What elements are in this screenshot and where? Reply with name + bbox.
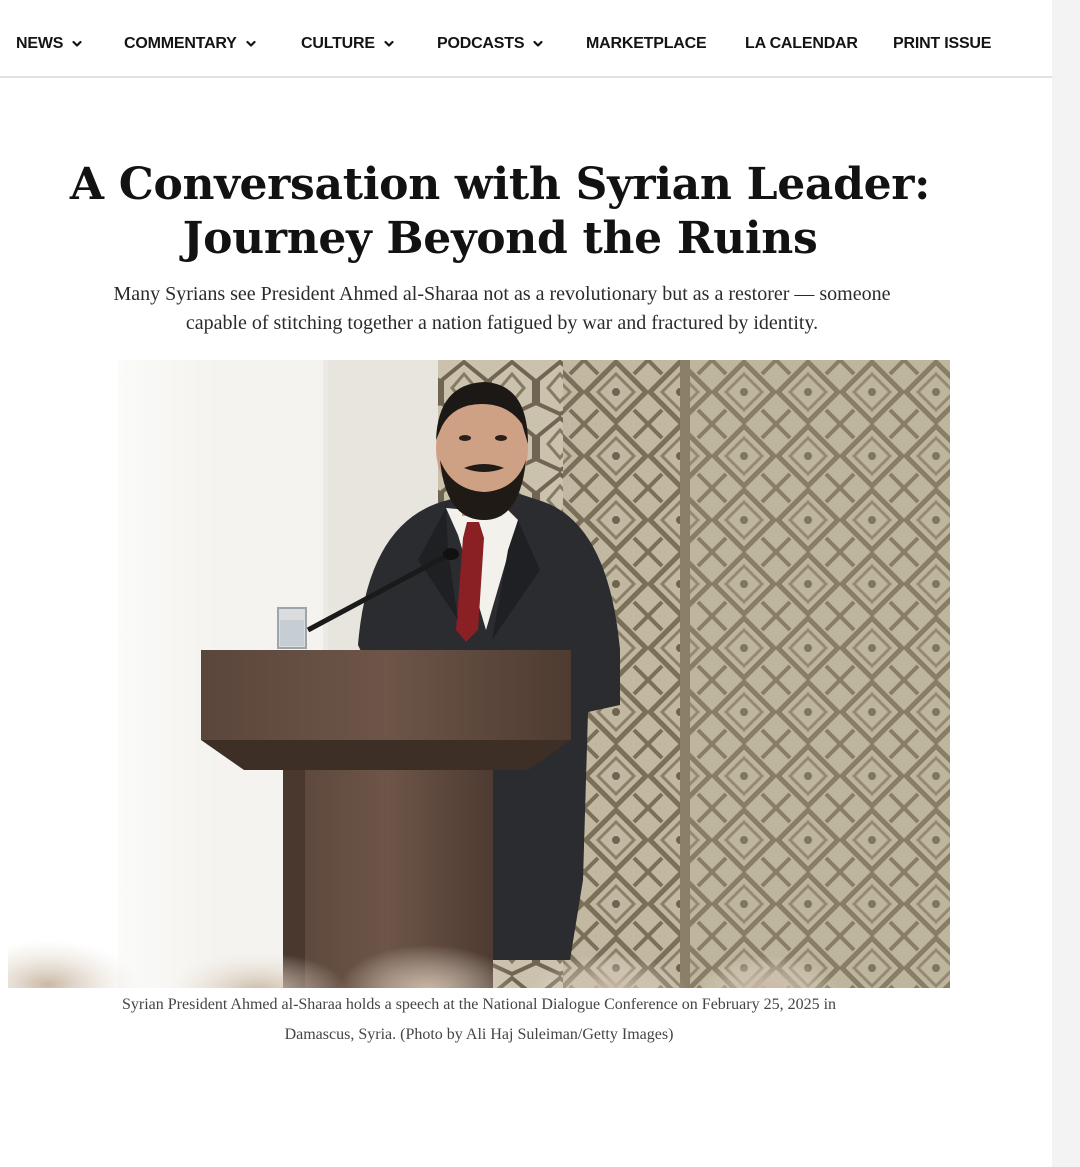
caption-line-1: Syrian President Ahmed al-Sharaa holds a speech at the National Dialogue Conference on February 25, 2025 in: [121, 996, 837, 1013]
nav-item-la-calendar[interactable]: [745, 32, 858, 56]
nav-item-news[interactable]: [16, 32, 83, 56]
nav-item-culture[interactable]: [301, 32, 395, 56]
nav-item-label: PODCASTS: [437, 35, 525, 52]
photo-illustration: [8, 360, 950, 988]
main-navigation: [0, 0, 1052, 78]
caption-line-2: Damascus, Syria. (Photo by Ali Haj Suleiman/Getty Images): [284, 1026, 674, 1043]
nav-item-label: MARKETPLACE: [586, 35, 707, 52]
chevron-down-icon: [71, 38, 83, 50]
nav-item-label: COMMENTARY: [124, 35, 237, 52]
dek-line-2: capable of stitching together a nation fatigued by war and fractured by identity.: [185, 312, 819, 334]
photo-caption: [0, 990, 958, 1050]
nav-item-label: PRINT ISSUE: [893, 35, 992, 52]
page-right-gutter: [1052, 0, 1080, 1167]
article-photo: [8, 360, 950, 988]
chevron-down-icon: [532, 38, 544, 50]
chevron-down-icon: [245, 38, 257, 50]
chevron-down-icon: [383, 38, 395, 50]
headline-line-1: A Conversation with Syrian Leader:: [69, 159, 931, 210]
nav-item-marketplace[interactable]: [586, 32, 706, 56]
dek-line-1: Many Syrians see President Ahmed al-Sharaa not as a revolutionary but as a restorer — someone: [113, 283, 891, 305]
nav-item-podcasts[interactable]: [437, 32, 544, 56]
article-headline: [0, 158, 1000, 266]
nav-item-label: CULTURE: [301, 35, 375, 52]
nav-item-label: NEWS: [16, 35, 64, 52]
nav-item-print-issue[interactable]: [893, 32, 991, 56]
nav-item-commentary[interactable]: [124, 32, 257, 56]
nav-item-label: LA CALENDAR: [745, 35, 858, 52]
headline-line-2: Journey Beyond the Ruins: [182, 213, 818, 264]
article-dek: [0, 280, 1004, 338]
